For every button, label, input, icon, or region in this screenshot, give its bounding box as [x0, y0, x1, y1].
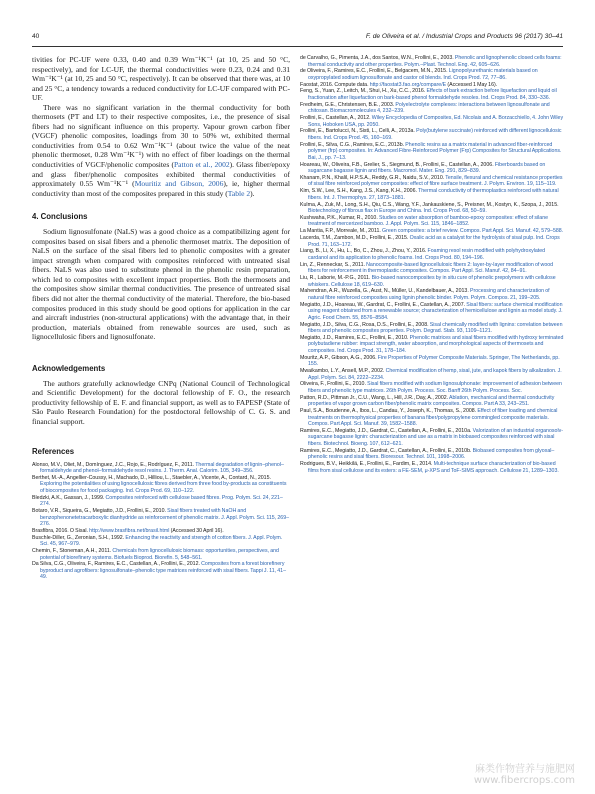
reference-item — [32, 462, 290, 475]
reference-authors: Da Silva, C.G., Oliveira, F., Ramires, E.C., Castellan, A., Frollini, E., 2012. — [32, 561, 202, 568]
reference-authors: Liu, R., Laborie, M.-P.G., 2011. — [300, 275, 372, 282]
reference-item — [300, 461, 564, 474]
reference-authors: Frollini, E., Bartolucci, N., Sisti, L., Celli, A., 2013a. — [300, 128, 417, 135]
reference-link[interactable]: Foaming resol resin modified with polyhydroxylated cardanol and its application to phenolic foams. Ind. Crops Prod. 80, 194–196. — [308, 248, 546, 261]
reference-authors: Berthet, M.-A., Angellier-Coussy, H., Machado, D., Hilliou, L., Staebler, A., Vicente, A., Contard, N., 2015. — [32, 474, 271, 481]
reference-authors: Bledzki, A.K., Gassan, J., 1999. — [32, 494, 106, 501]
reference-item — [32, 508, 290, 528]
reference-item — [300, 355, 564, 368]
reference-authors: de Carvalho, G., Pimenta, J.A., dos Santos, W.N., Frollini, E., 2003. — [300, 55, 455, 61]
reference-item — [300, 202, 564, 215]
reference-link[interactable]: Fiberboards based on sugarcane bagasse lignin and fibers. Macromol. Mater. Eng. 291, 829–839. — [308, 161, 546, 175]
reference-item — [300, 248, 564, 261]
reference-link[interactable]: Sisal fibers modified with sodium lignosulphonate: improvement of adhesion between fibers and phenolic type matrices. 26th Polym. Process. Soc. Banff 26th Polym. Process. Soc. — [308, 381, 562, 394]
citation-link[interactable]: Mouritiz and Gibson, 2006 — [134, 179, 224, 189]
reference-link[interactable]: Exploring the potentialities of using lignocellulosic fibres derived from three food by-products as constituents of biocomposites for food packaging. Ind. Crops Prod. 69, 110–122. — [40, 481, 287, 494]
reference-link[interactable]: Lignopolyurethanic materials based on oxypropylated sodium lignosulfonate and castor oil blends. Ind. Crops Prod. 72, 77–86. — [308, 68, 538, 81]
reference-item — [300, 142, 564, 162]
reference-item — [32, 561, 290, 581]
page-number: 40 — [32, 33, 40, 40]
reference-authors: Feng, S., Yuan, Z., Leitch, M., Shui, H., Xu, C.C., 2016. — [300, 88, 427, 95]
reference-item — [300, 102, 564, 115]
reference-note: (Accessed 1 May 16). — [446, 81, 498, 88]
reference-item — [300, 188, 564, 201]
citation-link[interactable]: Patton et al., 2002 — [173, 160, 230, 170]
reference-authors: Rodrigues, B.V., Heikkilä, E., Frollini, E., Fardim, E., 2014. — [300, 461, 434, 468]
reference-authors: Frollini, E., Silva, C.G., Ramires, E.C., 2013b. — [300, 141, 406, 148]
reference-authors: Paul, S.A., Boudenne, A., Ibos, L., Candau, Y., Joseph, K., Thomas, S., 2008. — [300, 408, 478, 415]
reference-item — [300, 228, 564, 235]
watermark-line-1: 麻类作物营养与施肥网 — [475, 764, 575, 775]
reference-link[interactable]: Composites from a forest biorefinery byproduct and agrofibers: lignosulfonate–phenolic type matrices reinforced with sisal fibers. Tappi J. 11, 41–49. — [40, 561, 287, 581]
reference-item — [300, 55, 564, 68]
reference-item — [300, 215, 564, 228]
results-paragraph-2 — [32, 103, 290, 198]
watermark-line-2: www.fibercrops.com — [473, 775, 575, 786]
reference-item — [300, 395, 564, 408]
reference-link[interactable]: Effect of fiber loading and chemical treatments on thermophysical properties of banana fiber/polypropylene commingled composite materials. Compos. Part Appl. Sci. Manuf. 39, 1582–1588. — [308, 408, 558, 428]
reference-authors: Kim, S.W., Lee, S.H., Kang, J.S., Kang, K.H., 2006. — [300, 188, 419, 195]
reference-note: (Accessed 30 April 16). — [169, 527, 224, 534]
reference-authors: Frollini, E., Castellan, A., 2012. — [300, 115, 372, 122]
reference-authors: Brasfibra, 2016. O Sisal. — [32, 527, 90, 534]
reference-authors: Kulma, A., Zuk, M., Long, S.H., Qiu, C.S., Wang, Y.F., Jankauskiene, S., Preisner, M., Kostyn, K., Szopa, J., 2015. — [300, 201, 559, 208]
reference-item — [300, 82, 564, 89]
reference-link[interactable]: http://www.brasfibra.net/brasil.html — [89, 527, 170, 534]
reference-authors: Mwaikambo, L.Y., Ansell, M.P., 2002. — [300, 368, 386, 375]
reference-item — [300, 428, 564, 448]
reference-authors: Patton, R.D., Pittman Jr., C.U., Wang, L., Hill, J.R., Day, A., 2002. — [300, 394, 449, 401]
reference-item — [300, 368, 564, 381]
reference-item — [300, 88, 564, 101]
reference-link[interactable]: Phenolic and lignophenolic closed cells foams: thermal conductivity and other properties. Polym.–Plast. Technol. Eng. 42, 605–626. — [308, 55, 562, 68]
reference-item — [300, 288, 564, 301]
reference-item — [300, 235, 564, 248]
right-column — [300, 55, 564, 474]
references-list-right — [300, 55, 564, 474]
reference-link[interactable]: Ablation, mechanical and thermal conductivity properties of vapor grown carbon fiber/phenolic matrix composites. Compos. Part A 33, 243–251. — [308, 394, 555, 408]
reference-item — [32, 548, 290, 561]
reference-item — [300, 162, 564, 175]
paragraph-text: ). Glass fiber/epoxy and glass fiber/phenolic composites exhibited thermal conductivities of approximately 0.55 Wm⁻¹K⁻¹ ( — [32, 160, 290, 189]
reference-authors: Megiatto, J.D., Silva, C.G., Rosa, D.S., Frollini, E., 2008. — [300, 321, 430, 328]
reference-authors: Fredheim, G.E., Christensen, B.E., 2003. — [300, 101, 396, 108]
reference-authors: Megiatto, J.D., Hoareau, W., Gardrat, C., Frollini, E., Castellan, A., 2007. — [300, 301, 467, 308]
reference-authors: de Oliveira, F., Ramires, E.C., Frollini, E., Belgacem, M.N., 2015. — [300, 68, 449, 75]
reference-item — [300, 322, 564, 335]
reference-link[interactable]: Thermal conductivity of thermoplastics reinforced with natural fibers. Int. J. Thermophys. 27, 1873–1881. — [308, 188, 559, 201]
reference-authors: Lin, Z., Renneckar, S., 2011. — [300, 261, 367, 268]
reference-item — [300, 302, 564, 322]
reference-link[interactable]: Biobased composites from glyoxal–phenolic resins and sisal fibers. Bioresour. Technol. 101, 1998–2006. — [308, 447, 555, 461]
reference-link[interactable]: Studies on water absorption of bamboo-epoxy composites: effect of silane treatment of mercerized bamboo. J. Appl. Polym. Sci. 115, 1846–1852. — [308, 214, 549, 228]
reference-link[interactable]: Sisal chemically modified with lignins: correlation between fibers and phenolic composites properties. Polym. Degrad. Stab. 93, 1109–1121. — [308, 321, 563, 335]
reference-link[interactable]: Sisal fibers: surface chemical modification using reagent obtained from a renewable source; characterization of hemicellulose and lignin as model study. J. Agric. Food Chem. 55, 8576–8584. — [308, 301, 563, 321]
results-paragraph-1: tivities for PC-UF were 0.33, 0.40 and 0.39 Wm⁻¹K⁻¹ (at 10, 25 and 50 °C, respectively), and for LC-UF, the thermal conductivities were 0.23, 0.24 and 0.31 Wm⁻¹K⁻¹ (at 10, 25 and 50 °C, respectively). It can be observed that there was, at 10 and 25 °C, a tendency towards a reduced conductivity for LC-UF compared with PC-UF. — [32, 55, 290, 103]
reference-item — [300, 275, 564, 288]
reference-link[interactable]: Composites reinforced with cellulose based fibres. Prog. Polym. Sci. 24, 221–274. — [40, 494, 283, 508]
reference-link[interactable]: Phenolic resins as a matrix material in advanced fiber-reinforced polymer (frp) composites. In: Advanced Fibre-Reinforced Polymer (Frp) Composites for Structural Applications. Bai, J., pp. 7–13. — [308, 141, 562, 161]
reference-link[interactable]: Fire Properties of Polymer Composite Materials. Springer, The Netherlands, pp. 155. — [308, 354, 560, 368]
acknowledgements-paragraph: The authors gratefully acknowledge CNPq (National Council of Technological and Scientific Development) for the doctoral fellowship of F. O., the research productivity fellowship of E. F. and financial support, as well as to FAPESP (State of São Paulo Research Foundation) for the postdoctoral fellowship of C. G. S. and financial support. — [32, 378, 290, 426]
reference-link[interactable]: Bio-based nanocomposites by in situ cure of phenolic prepolymers with cellulose whiskers. Cellulose 18, 619–630. — [308, 275, 556, 288]
left-column — [32, 55, 290, 581]
reference-item — [300, 175, 564, 188]
reference-link[interactable]: Enhancing the reactivity and strength of cotton fibers. J. Appl. Polym. Sci. 45, 967–979. — [40, 534, 283, 548]
reference-authors: Faostat, 2016. Compute data. — [300, 81, 370, 88]
running-head: F. de Oliveira et al. / Industrial Crops and Products 96 (2017) 30–41 — [365, 33, 563, 40]
reference-link[interactable]: Chemical modification of hemp, sisal, jute, and kapok fibers by alkalization. J. Appl. Polym. Sci. 84, 2222–2234. — [308, 368, 562, 381]
references-list-left — [32, 462, 290, 581]
paragraph-text: ). — [250, 188, 255, 198]
paragraph-text: ), ie, higher thermal conductivity than most of the composites prepared in this study ( — [32, 179, 290, 198]
reference-item — [300, 115, 564, 128]
reference-authors: Liang, B., Li, X., Hu, L., Bo, C., Zhou, J., Zhou, Y., 2016. — [300, 248, 428, 255]
reference-item — [32, 535, 290, 548]
reference-item — [300, 262, 564, 275]
reference-item — [300, 128, 564, 141]
reference-link[interactable]: Biotechnology of fibrous flax in Europe and China. Ind. Crops Prod. 68, 50–59. — [308, 208, 487, 215]
watermark — [474, 764, 575, 786]
reference-item — [32, 495, 290, 508]
reference-link[interactable]: Multi-technique surface characterization of bio-based films from sisal cellulose and its esters: a FE-SEM, μ-XPS and ToF-SIMS approach. Cellulose 21, 1289–1303. — [308, 461, 559, 474]
reference-authors: Oliveira, F., Frollini, E., 2010. — [300, 381, 368, 388]
reference-authors: Ramires, E.C., Megiatto, J.D., Gardrat, C., Castellan, A., Frollini, E., 2010b. — [300, 447, 473, 454]
reference-link[interactable]: Poly(butylene succinate) reinforced with different lignocellulosic fibers. Ind. Crops Prod. 45, 160–169. — [308, 128, 562, 141]
reference-authors: Kushwaha, P.K., Kumar, R., 2010. — [300, 214, 379, 221]
reference-authors: Alonso, M.V., Oliet, M., Domínguez, J.C., Rojo, E., Rodríguez, F., 2011. — [32, 461, 196, 468]
references-heading: References — [32, 446, 75, 456]
reference-authors: Megiatto, J.D., Ramires, E.C., Frollini, E., 2010. — [300, 334, 410, 341]
reference-authors: Chemin, F., Stoneman, A.H., 2011. — [32, 547, 113, 554]
reference-link[interactable]: Oxalic acid as a catalyst for the hydrolysis of sisal pulp. Ind. Crops Prod. 71, 163–172. — [308, 235, 560, 248]
acknowledgements-heading: Acknowledgements — [32, 363, 106, 373]
reference-link[interactable]: Thermal degradation of lignin–phenol–formaldehyde and phenol–formaldehyde resol resins. J. Therm. Anal. Calorim. 105, 349–356. — [40, 461, 284, 475]
reference-link[interactable]: http://faostat3.fao.org/compare/E — [369, 81, 447, 88]
reference-link[interactable]: Tensile, flexural and chemical resistance properties of sisal fibre reinforced polymer composites: effect of fibre surface treatment. J. Polym. Environ. 19, 115–119. — [308, 174, 563, 188]
reference-link[interactable]: Processing and characterization of natural fibre reinforced composites using lignin phenolic binder. Polym. Polym. Compos. 21, 199–205. — [308, 288, 550, 301]
reference-authors: Mouritz, A.P., Gibson, A.G., 2006. — [300, 354, 378, 361]
reference-authors: Botaro, V.R., Siqueira, G., Megiatto, J.D., Frollini, E., 2010. — [32, 508, 168, 514]
paragraph-text: There was no significant variation in the thermal conductivity for both thermosets (PT and LT) to their respective composites, i.e., the presence of sisal fibers had no significant influence on this property. Vapour grown carbon fiber (VGCF) phenolic composites, loadings from 30 to 50% wt, exhibited thermal conductivities from 0.54 to 0.62 Wm⁻¹K⁻¹ (about twice the value of the neat phenolic thermoset, 0.28 Wm⁻¹K⁻¹) with no effect of fiber loadings on the thermal conductivities of VGCF/phenolic composites ( — [32, 102, 290, 170]
reference-item — [300, 448, 564, 461]
reference-link[interactable]: Sisal fibers treated with NaOH and benzophenonetetracarboxylic dianhydride as reinforcement of phenolic matrix. J. Appl. Polym. Sci. 115, 269–276. — [40, 508, 290, 528]
reference-item — [300, 335, 564, 355]
reference-link[interactable]: Valorization of an industrial organosolv-sugarcane bagasse lignin: characterization and use as a matrix in biobased composites reinforced with sisal fibers. Biotechnol. Bioeng. 107, 612–621. — [308, 427, 563, 447]
reference-link[interactable]: Effects of bark extraction before liquefaction and liquid oil fractionation after liquefaction on bark-based phenol formaldehyde resoles. Ind. Crops Prod. 84, 330–336. — [308, 88, 557, 101]
reference-link[interactable]: Chemicals from lignocellulosic biomass: opportunities, perspectives, and potential of biorefinery systems. Biofuels Bioprod. Biorefin. 5, 548–561. — [40, 547, 279, 561]
conclusions-paragraph: Sodium lignosulfonate (NaLS) was a good choice as a compatibilizing agent for composites based on sisal fibers and a phenolic thermoset matrix. The deposition of NaLS on the surface of the sisal fibers led to phenolic composites with a greater impact strength when compared with composites reinforced with untreated sisal fibers. NaLS was also used to substitute phenol in the phenolic resin preparation, which led to composites with excellent impact properties. Both the thermosets and the composites show similar thermal conductivities. The presence of untreated sisal fibers did not alter the thermal conductivity of the material. Therefore, the bio-based composites produced in this study should be good options for application in the car and aircraft industries (non-structural applications) with the advantage that, in their production, materials obtained from renewable sources are used, such as lignocellulosic fibers and lignosulfonate. — [32, 227, 290, 342]
reference-link[interactable]: Polyelectrolyte complexes: interactions between lignosulfonate and chitosan. Biomacromolecules 4, 232–239. — [308, 101, 550, 115]
reference-link[interactable]: Wiley Encyclopedia of Composites, Ed. Nicolais and A. Borzacchiello, 4. John Wiley Sons, Hoboken USA, pp. 2050. — [308, 115, 564, 128]
reference-authors: Hoareau, W., Oliveira, F.B., Grelier, S., Siegmund, B., Frollini, E., Castellan, A., 2006. — [300, 161, 495, 168]
reference-authors: Mahendran, A.R., Wuzella, G., Aust, N., Müller, U., Kandelbauer, A., 2013. — [300, 288, 470, 295]
reference-link[interactable]: Green composites: a brief review. Compos. Part Appl. Sci. Manuf. 42, 579–588. — [382, 228, 564, 235]
reference-item — [300, 381, 564, 394]
header-rule — [32, 46, 563, 47]
conclusions-heading: 4. Conclusions — [32, 212, 88, 222]
reference-item — [32, 528, 290, 535]
table-link[interactable]: Table 2 — [227, 188, 251, 198]
reference-item — [32, 475, 290, 495]
reference-authors: Ramires, E.C., Megiatto, J.D., Gardrat, C., Castellan, A., Frollini, E., 2010a. — [300, 427, 473, 434]
reference-authors: La Mantia, F.P., Morreale, M., 2011. — [300, 228, 383, 235]
reference-authors: Lacerda, T.M., Zambon, M.D., Frollini, E., 2015. — [300, 235, 410, 242]
reference-authors: Khanam, P.N., Khalil, H.P.S.A., Reddy, G.R., Naidu, S.V., 2010. — [300, 174, 446, 181]
reference-authors: Buschle-Diller, G., Zeronian, S.H., 1992. — [32, 534, 126, 541]
reference-item — [300, 408, 564, 428]
reference-link[interactable]: Phenolic matrices and sisal fibers modified with hydroxy terminated polybutadiene rubber: impact strength, water absorption, and morphological aspects of thermosets and composites. Ind. Crops Prod. 31, 178–184. — [308, 334, 564, 354]
reference-item — [300, 68, 564, 81]
page-header — [32, 33, 563, 45]
reference-link[interactable]: Nanocomposite-based lignocellulosic fibers 2: layer-by-layer modification of wood fibers for reinforcement in thermoplastic composites. Compos. Part Appl. Sci. Manuf. 42, 84–91. — [308, 261, 554, 275]
